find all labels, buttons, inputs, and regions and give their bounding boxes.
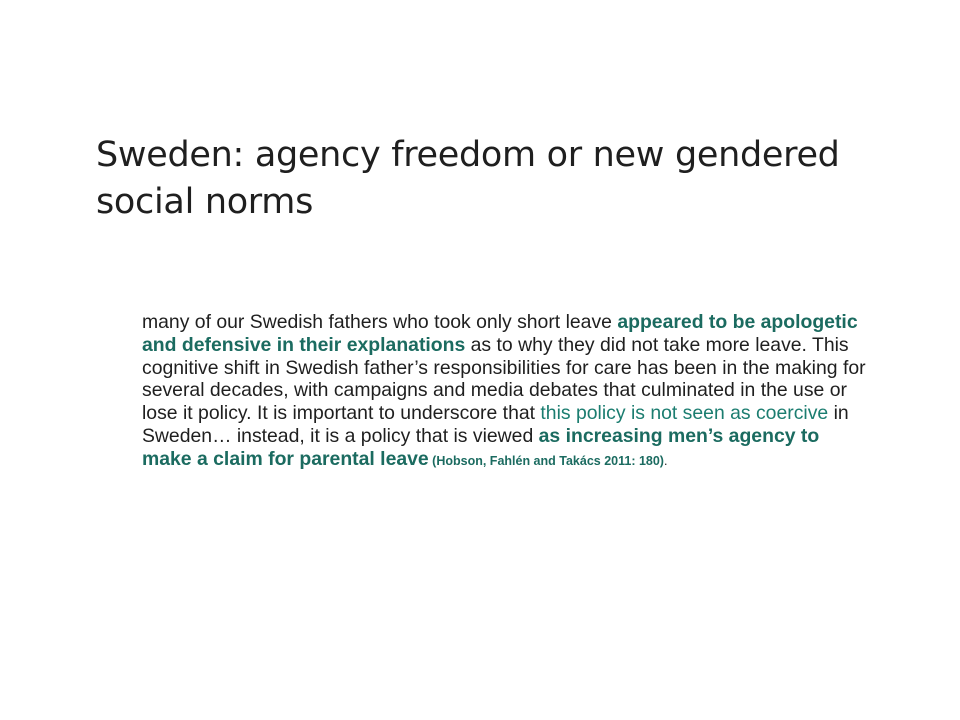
quote-paragraph (142, 311, 872, 473)
quote-citation: (Hobson, Fahlén and Takács 2011: 180) (428, 453, 664, 468)
quote-text-1: many of our Swedish fathers who took only short leave (142, 311, 618, 333)
quote-highlight-agency: as increasing men’s agency to make a claim for parental leave (142, 424, 820, 470)
slide-title: Sweden: agency freedom or new gendered social norms (96, 135, 840, 222)
quote-highlight-not-coercive: this policy is not seen as coercive (540, 402, 829, 425)
quote-text-3: in Sweden… instead, it is a policy that is viewed (142, 402, 849, 447)
quote-highlight-apologetic: appeared to be apologetic and defensive in their explanations (142, 311, 858, 356)
quote-end-period: . (663, 453, 668, 468)
quote-text-2: as to why they did not take more leave. This cognitive shift in Swedish father’s responsibilities for care has been in the making for several decades, with campaigns and media debates that culminated in the use or lose it policy. It is important to underscore that (142, 333, 866, 425)
